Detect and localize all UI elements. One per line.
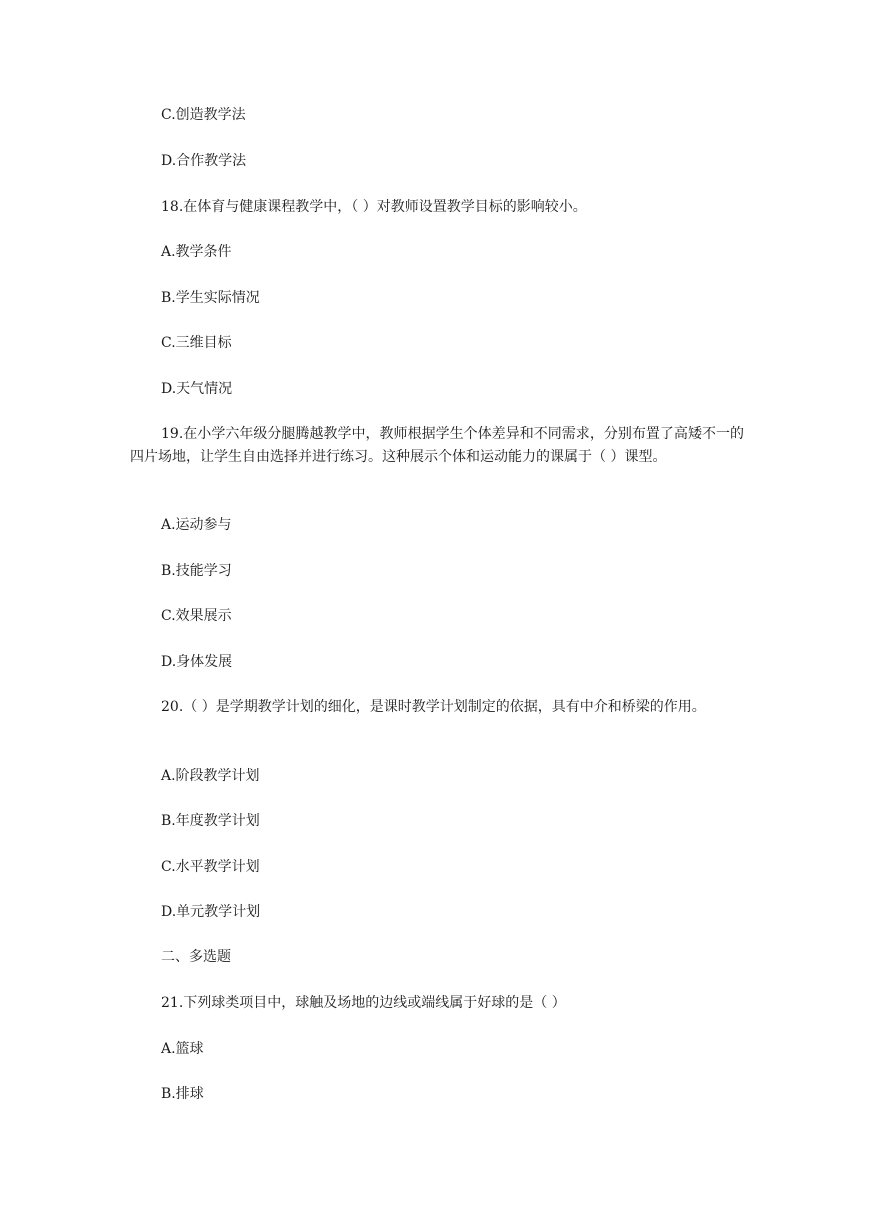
option-19d: D.身体发展	[161, 654, 233, 670]
option-21b: B.排球	[161, 1086, 204, 1102]
option-18d: D.天气情况	[161, 381, 233, 397]
option-20d: D.单元教学计划	[161, 904, 261, 920]
question-20: 20.（ ）是学期教学计划的细化，是课时教学计划制定的依据，具有中介和桥梁的作用。	[161, 699, 706, 715]
option-20c: C.水平教学计划	[161, 859, 260, 875]
option-19c: C.效果展示	[161, 608, 232, 624]
option-18c: C.三维目标	[161, 335, 232, 351]
option-18a: A.教学条件	[161, 244, 232, 260]
section-heading-multiple-choice: 二、多选题	[161, 949, 231, 965]
option-17d: D.合作教学法	[161, 153, 247, 169]
option-19b: B.技能学习	[161, 563, 232, 579]
option-20a: A.阶段教学计划	[161, 768, 260, 784]
option-17c: C.创造教学法	[161, 107, 246, 123]
question-18: 18.在体育与健康课程教学中，（ ）对教师设置教学目标的影响较小。	[161, 199, 587, 215]
option-20b: B.年度教学计划	[161, 813, 260, 829]
question-21: 21.下列球类项目中，球触及场地的边线或端线属于好球的是（ ）	[161, 995, 566, 1011]
question-19: 19.在小学六年级分腿腾越教学中，教师根据学生个体差异和不同需求，分别布置了高矮不一的四片场地，让学生自由选择并进行练习。这种展示个体和运动能力的课属于（ ）课型。	[130, 426, 744, 465]
option-21a: A.篮球	[161, 1041, 204, 1057]
option-19a: A.运动参与	[161, 517, 232, 533]
option-18b: B.学生实际情况	[161, 290, 260, 306]
